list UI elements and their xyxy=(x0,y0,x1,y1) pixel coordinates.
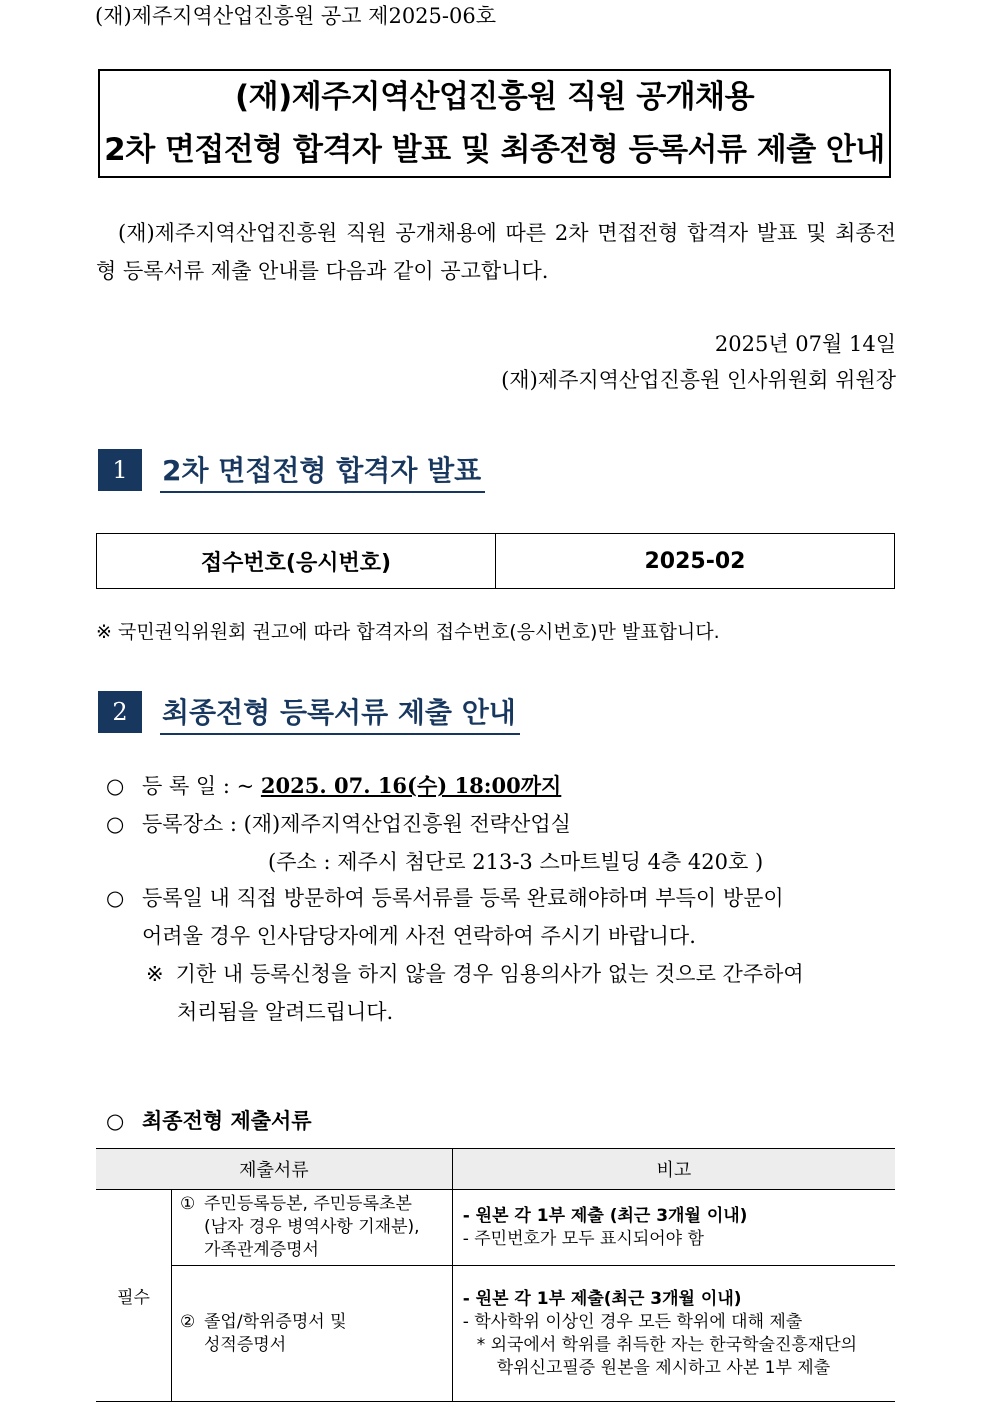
visit-line-1: 등록일 내 직접 방문하여 등록서류를 등록 완료해야하며 부득이 방문이 xyxy=(142,886,784,910)
title-line-1: (재)제주지역산업진흥원 직원 공개채용 xyxy=(234,79,755,115)
circle-bullet: ○ xyxy=(106,774,125,798)
docs-title-text: 최종전형 제출서류 xyxy=(142,1109,312,1133)
visit-line-2: 어려울 경우 인사담당자에게 사전 연락하여 주시기 바랍니다. xyxy=(142,924,696,948)
notice-number: (재)제주지역산업진흥원 공고 제2025-06호 xyxy=(95,4,496,28)
registration-date xyxy=(106,770,561,800)
section-1-number: 1 xyxy=(98,449,142,491)
doc-remark-1 xyxy=(452,1190,895,1266)
announcement-note: ※ 국민권익위원회 권고에 따라 합격자의 접수번호(응시번호)만 발표합니다. xyxy=(96,621,720,643)
section-1-title: 2차 면접전형 합격자 발표 xyxy=(160,449,485,493)
section-2-title: 최종전형 등록서류 제출 안내 xyxy=(160,691,520,735)
doc-remark-1-bold: - 원본 각 1부 제출 (최근 3개월 이내) xyxy=(462,1205,748,1226)
intro-paragraph xyxy=(96,214,896,290)
pass-table-header: 접수번호(응시번호) xyxy=(97,534,496,589)
warning-line-1: 기한 내 등록신청을 하지 않을 경우 임용의사가 없는 것으로 간주하여 xyxy=(175,962,804,986)
visit-instruction xyxy=(106,882,784,912)
doc-item-1-line: 주민등록등본, 주민등록초본 xyxy=(204,1194,412,1214)
issue-date: 2025년 07월 14일 xyxy=(714,332,896,356)
reg-place-text: 등록장소 : (재)제주지역산업진흥원 전략산업실 xyxy=(142,812,571,836)
doc-item-2-line: 성적증명서 xyxy=(204,1334,287,1355)
docs-category: 필수 xyxy=(96,1190,172,1402)
doc-remark-2-line: * 외국에서 학위를 취득한 자는 한국학술진흥재단의 xyxy=(476,1334,858,1355)
issuer: (재)제주지역산업진흥원 인사위원회 위원장 xyxy=(501,368,896,392)
reg-date-value: 2025. 07. 16(수) 18:00까지 xyxy=(260,773,562,798)
doc-item-2-line: 졸업/학위증명서 및 xyxy=(204,1311,347,1332)
warning-line-2: 처리됨을 알려드립니다. xyxy=(177,1000,394,1024)
doc-remark-2-bold: - 원본 각 1부 제출(최근 3개월 이내) xyxy=(462,1288,742,1309)
docs-title xyxy=(106,1105,312,1135)
docs-header-documents: 제출서류 xyxy=(96,1149,452,1190)
reg-date-label: 등 록 일 : ~ xyxy=(142,774,261,798)
documents-table xyxy=(96,1148,895,1402)
doc-remark-1-line: - 주민번호가 모두 표시되어야 함 xyxy=(462,1228,704,1249)
title-line-2: 2차 면접전형 합격자 발표 및 최종전형 등록서류 제출 안내 xyxy=(104,132,885,168)
pass-table-value: 2025-02 xyxy=(496,534,895,589)
registration-address: (주소 : 제주시 첨단로 213-3 스마트빌딩 4층 420호 ) xyxy=(268,850,764,874)
circle-bullet: ○ xyxy=(106,886,125,910)
title-box xyxy=(98,69,891,178)
doc-item-1-line: (남자 경우 병역사항 기재분), xyxy=(204,1217,420,1237)
doc-item-1-num: ① xyxy=(180,1194,196,1214)
doc-item-2-num: ② xyxy=(180,1311,196,1332)
doc-remark-2-line: - 학사학위 이상인 경우 모든 학위에 대해 제출 xyxy=(462,1311,803,1332)
registration-place xyxy=(106,808,571,838)
warning xyxy=(146,958,804,988)
docs-header-remarks: 비고 xyxy=(452,1149,895,1190)
doc-item-1-line: 가족관계증명서 xyxy=(204,1240,319,1260)
table-row xyxy=(96,1190,895,1266)
intro-text: (재)제주지역산업진흥원 직원 공개채용에 따른 2차 면접전형 합격자 발표 및 최종전형 등록서류 제출 안내를 다음과 같이 공고합니다. xyxy=(96,221,896,283)
doc-item-1 xyxy=(172,1190,453,1266)
section-2-number: 2 xyxy=(98,691,142,733)
doc-item-2 xyxy=(172,1266,453,1402)
pass-table xyxy=(96,533,895,589)
circle-bullet: ○ xyxy=(106,1109,125,1133)
table-row xyxy=(96,1266,895,1402)
warning-mark: ※ xyxy=(146,962,164,986)
issue-block xyxy=(501,326,896,398)
circle-bullet: ○ xyxy=(106,812,125,836)
doc-remark-2-line: 학위신고필증 원본을 제시하고 사본 1부 제출 xyxy=(496,1357,831,1378)
doc-remark-2 xyxy=(452,1266,895,1402)
